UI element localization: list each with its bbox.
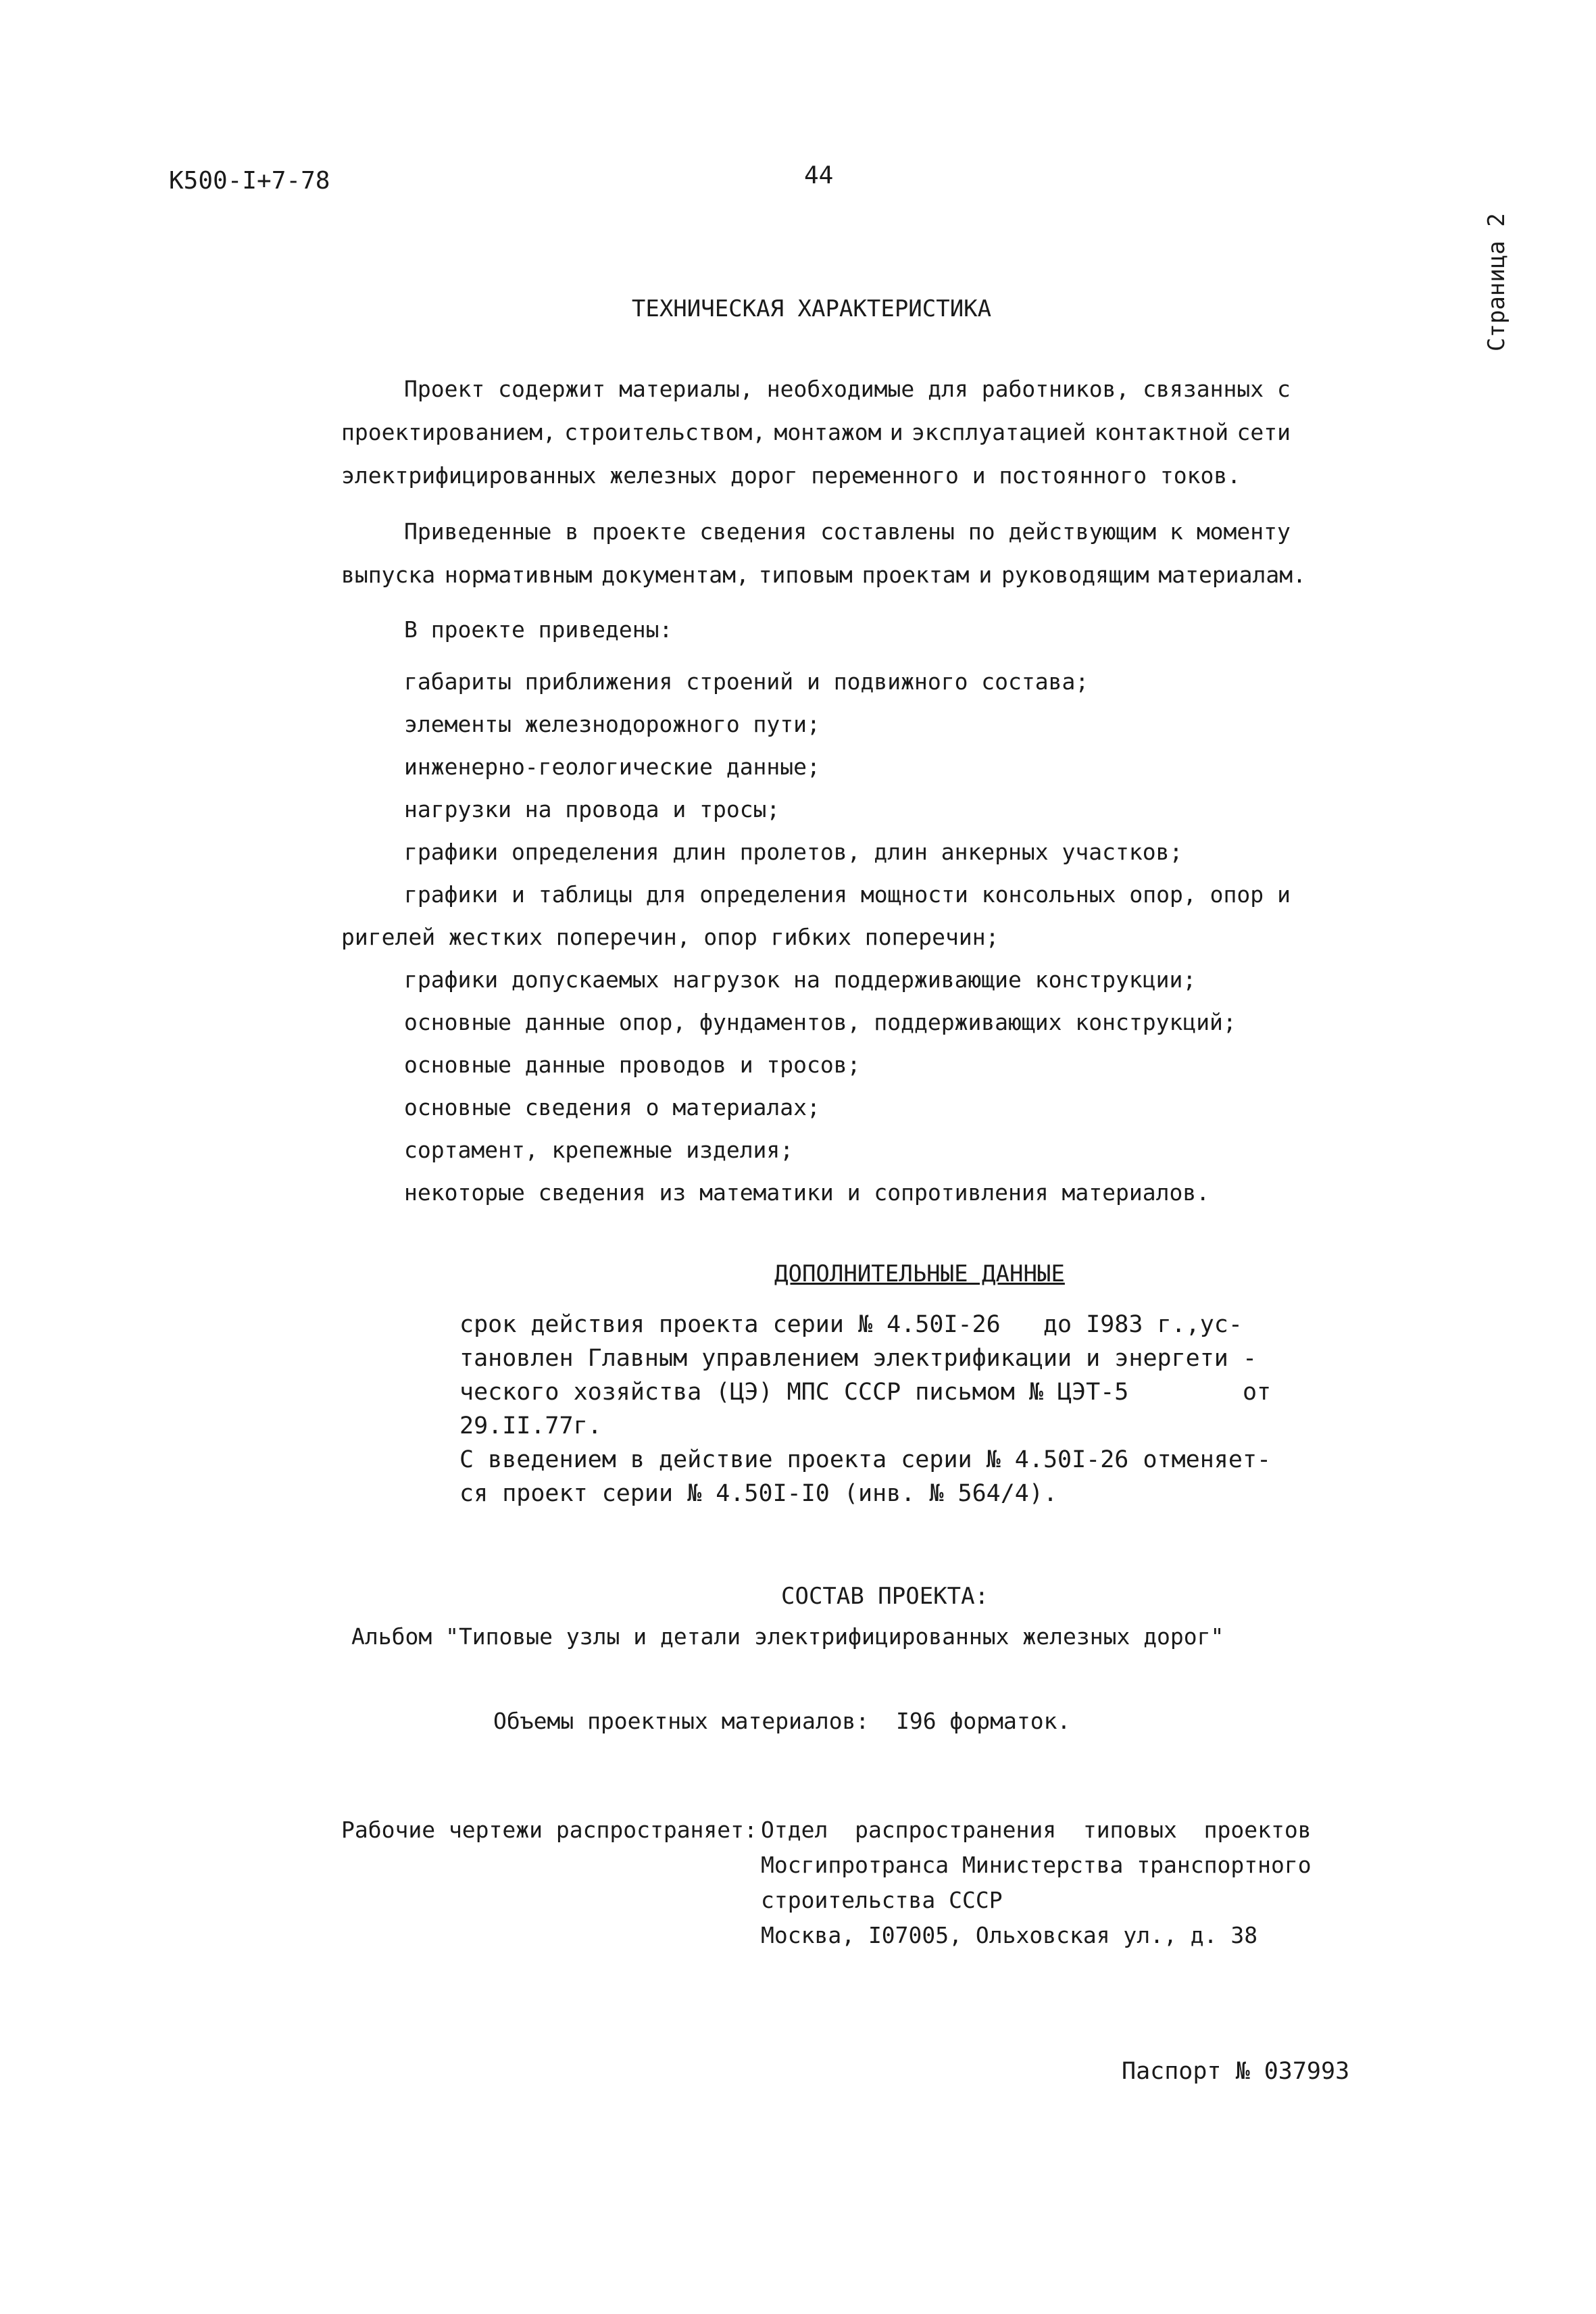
para1-line1: Проект содержит материалы, необходимые для работников, связанных с (404, 376, 1291, 402)
additional-line: срок действия проекта серии № 4.50I-26 до I983 г.,ус- (459, 1311, 1243, 1338)
additional-line: ся проект серии № 4.50I-I0 (инв. № 564/4). (459, 1480, 1058, 1507)
para1-line2: проектированием, строительством, монтажом и эксплуатацией контактной сети (341, 419, 1291, 445)
list-item: некоторые сведения из математики и сопротивления материалов. (404, 1179, 1210, 1206)
list-item: основные данные проводов и тросов; (404, 1052, 861, 1078)
list-item: элементы железнодорожного пути; (404, 711, 820, 737)
list-item-6-line2: ригелей жестких поперечин, опор гибких поперечин; (341, 924, 999, 950)
list-item: габариты приближения строений и подвижного состава; (404, 668, 1089, 695)
para2-line2: выпуска нормативным документам, типовым проектам и руководящим материалам. (341, 562, 1306, 588)
album-title: Альбом "Типовые узлы и детали электрифицированных железных дорог" (351, 1623, 1224, 1650)
list-item: инженерно-геологические данные; (404, 754, 820, 780)
list-item-6-line1: графики и таблицы для определения мощности консольных опор, опор и (404, 881, 1291, 908)
additional-heading: ДОПОЛНИТЕЛЬНЫЕ ДАННЫЕ (774, 1260, 1065, 1287)
composition-heading: СОСТАВ ПРОЕКТА: (781, 1583, 989, 1610)
list-item: графики допускаемых нагрузок на поддерживающие конструкции; (404, 966, 1197, 993)
list-item: основные сведения о материалах; (404, 1094, 820, 1121)
list-item: графики определения длин пролетов, длин анкерных участков; (404, 839, 1183, 865)
distribution-line: Отдел распространения типовых проектов (761, 1817, 1312, 1843)
additional-line: тановлен Главным управлением электрификации и энергети - (459, 1345, 1257, 1372)
document-code: К500-I+7-78 (169, 167, 330, 195)
tech-heading: ТЕХНИЧЕСКАЯ ХАРАКТЕРИСТИКА (631, 295, 992, 322)
additional-line: 29.II.77г. (459, 1412, 602, 1439)
para2-line1: Приведенные в проекте сведения составлены по действующим к моменту (404, 518, 1291, 545)
list-item: сортамент, крепежные изделия; (404, 1137, 794, 1163)
distribution-line: Мосгипротранса Министерства транспортного (761, 1852, 1312, 1878)
additional-line: С введением в действие проекта серии № 4.50I-26 отменяет- (459, 1446, 1272, 1473)
list-item: нагрузки на провода и тросы; (404, 796, 780, 822)
additional-line: ческого хозяйства (ЦЭ) МПС СССР письмом № ЦЭТ-5 от (459, 1379, 1272, 1406)
distribution-line: Москва, I07005, Ольховская ул., д. 38 (761, 1922, 1258, 1948)
list-intro: В проекте приведены: (404, 616, 673, 643)
volume-line: Объемы проектных материалов: I96 форматок. (493, 1708, 1071, 1734)
distribution-line: строительства СССР (761, 1887, 1003, 1913)
side-page-label: Страница 2 (1483, 213, 1510, 351)
list-item: основные данные опор, фундаментов, поддерживающих конструкций; (404, 1009, 1237, 1035)
page-number: 44 (804, 162, 834, 189)
para1-line3: электрифицированных железных дорог переменного и постоянного токов. (341, 462, 1241, 489)
passport-number: Паспорт № 037993 (1122, 2058, 1350, 2085)
distribution-label: Рабочие чертежи распространяет: (341, 1817, 757, 1843)
